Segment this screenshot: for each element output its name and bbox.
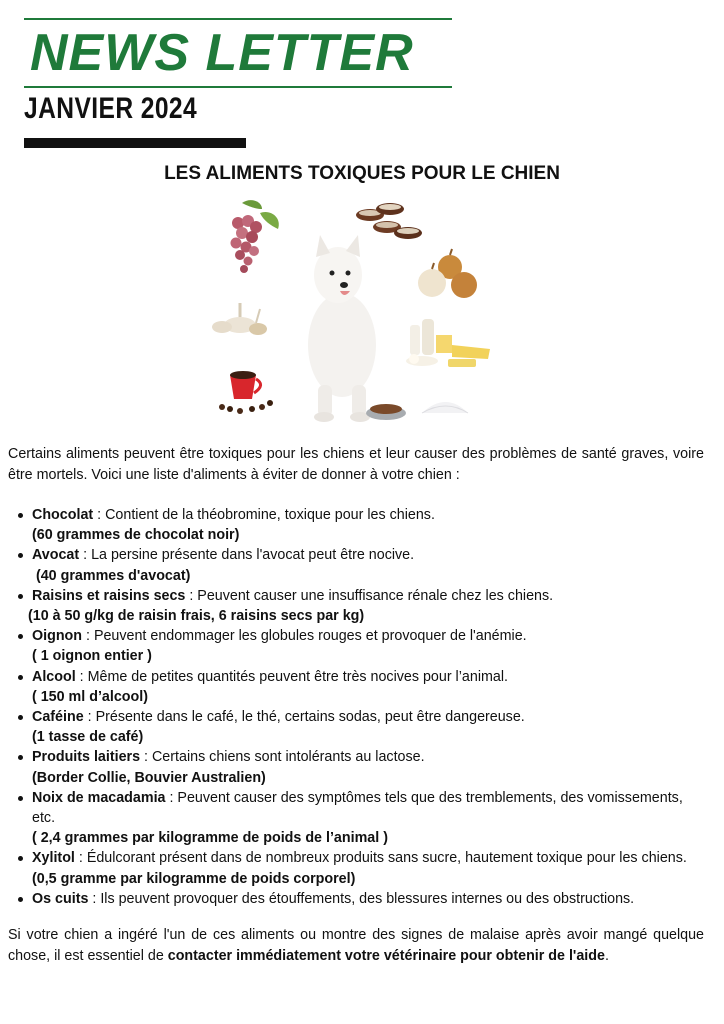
food-name: Raisins et raisins secs [32,587,186,604]
outro-end: . [604,948,609,964]
toxic-dose: ( 1 oignon entier ) [32,648,152,665]
food-description: : Peuvent causer une insuffisance rénale chez les chiens. [185,587,554,604]
chocolate-icon [356,203,422,239]
dairy-products-icon [406,319,490,367]
food-description: : Certains chiens sont intolérants au lactose. [140,749,425,766]
food-description: : Ils peuvent provoquer des étouffements, des blessures internes ou des obstructions. [88,890,635,907]
list-item [14,586,708,626]
outro-text: Si votre chien a ingéré l'un de ces aliments ou montre des signes de malaise après avoir mangé quelque chose, il est essentiel de [8,927,704,964]
toxic-dose: (40 grammes d'avocat) [32,567,191,584]
bullet-icon [18,675,23,680]
sugar-icon [422,402,468,413]
food-name: Xylitol [32,850,75,867]
dog-icon [308,235,376,422]
bullet-icon [18,513,23,518]
issue-underline-bar [24,138,246,148]
bullet-icon [18,856,23,861]
toxic-foods-list [14,505,708,909]
bullet-icon [18,755,23,760]
food-description: : Édulcorant présent dans de nombreux produits sans sucre, hautement toxique pour les chiens. [74,850,687,867]
list-item [14,545,708,585]
outro-emphasis: contacter immédiatement votre vétérinaire pour obtenir de l'aide [167,948,605,964]
list-item [14,626,708,666]
toxic-dose: ( 2,4 grammes par kilogramme de poids de l’animal ) [32,830,388,847]
toxic-dose: (1 tasse de café) [32,729,144,746]
food-name: Noix de macadamia [32,789,166,806]
food-name: Os cuits [32,890,89,907]
toxic-dose: (60 grammes de chocolat noir) [32,527,240,544]
coffee-cup-icon [219,371,273,414]
toxic-dose: (0,5 gramme par kilogramme de poids corporel) [32,870,356,887]
bullet-icon [18,897,23,902]
onion-icon [418,249,477,298]
food-description: : Peuvent endommager les globules rouges et provoquer de l'anémie. [82,628,527,645]
list-item [14,747,708,787]
food-description: : Présente dans le café, le thé, certains sodas, peut être dangereuse. [83,709,525,726]
food-name: Oignon [32,628,83,645]
food-description: : Même de petites quantités peuvent être très nocives pour l’animal. [75,668,509,685]
food-description: : La persine présente dans l'avocat peut être nocive. [79,547,415,564]
garlic-icon [212,303,267,335]
food-description: : Contient de la théobromine, toxique pour les chiens. [93,507,435,523]
list-item [14,505,708,545]
bullet-icon [18,553,23,558]
masthead-bottom-rule [24,86,452,88]
masthead-top-rule [24,18,452,20]
outro-paragraph [8,925,704,967]
bullet-icon [18,634,23,639]
food-description: : Peuvent causer des symptômes tels que des tremblements, des vomissements, etc. [32,789,683,827]
toxic-dose: (Border Collie, Bouvier Australien) [32,769,266,786]
food-name: Caféine [32,709,84,726]
bullet-icon [18,796,23,801]
issue-date: JANVIER 2024 [24,92,198,125]
intro-paragraph: Certains aliments peuvent être toxiques pour les chiens et leur causer des problèmes de santé graves, voire être mortels. Voici une liste d'aliments à éviter de donner à votre chien : [8,446,704,483]
bullet-icon [18,594,23,599]
toxic-dose: ( 150 ml d’alcool) [32,688,148,705]
list-item [14,788,708,849]
grapes-icon [231,200,279,273]
masthead-title: NEWS LETTER [30,24,414,82]
article-title: LES ALIMENTS TOXIQUES POUR LE CHIEN [164,163,560,184]
list-item [14,667,708,707]
food-name: Produits laitiers [32,749,141,766]
dog-bowl-icon [366,404,406,420]
list-item [14,848,708,888]
food-name: Alcool [32,668,76,685]
list-item [14,889,708,909]
list-item [14,707,708,747]
food-name: Chocolat [32,507,94,523]
toxic-dose: (10 à 50 g/kg de raisin frais, 6 raisins secs par kg) [28,608,365,625]
food-name: Avocat [32,547,80,564]
bullet-icon [18,715,23,720]
toxic-foods-illustration [200,195,520,430]
